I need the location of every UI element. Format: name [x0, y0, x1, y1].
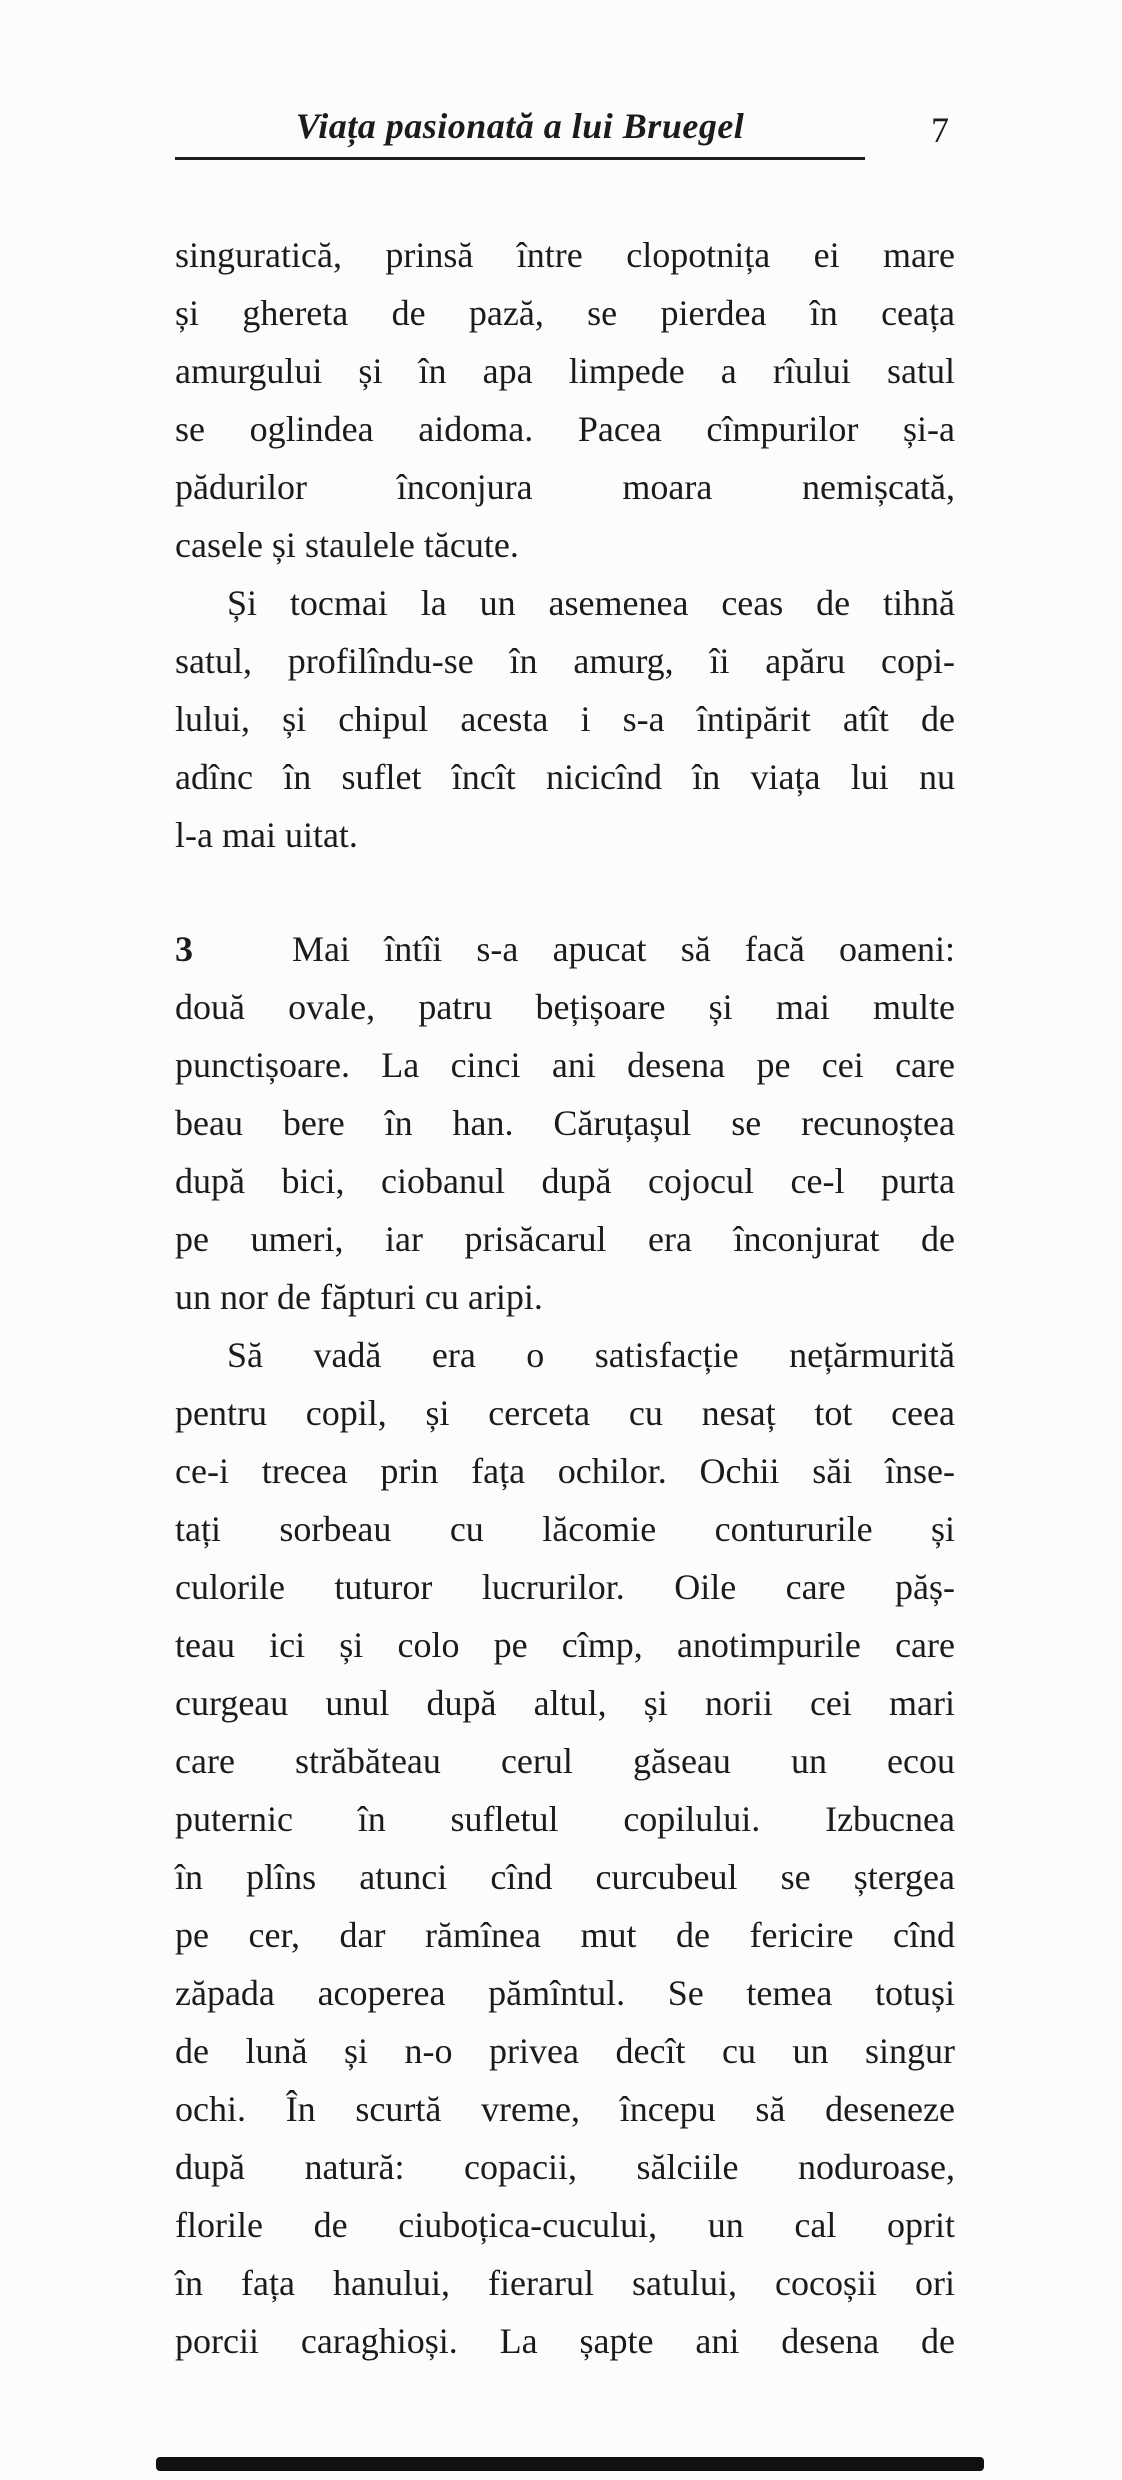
text-line: pe cer, dar rămînea mut de fericire cînd: [175, 1915, 955, 1955]
text-line-content: Mai întîi s-a apucat să facă oameni:: [292, 929, 955, 969]
text-line: curgeau unul după altul, și norii cei mari: [175, 1683, 955, 1723]
text-line: ce-i trecea prin fața ochilor. Ochii săi înse-: [175, 1451, 955, 1491]
page-header: [175, 104, 955, 160]
text-line: culorile tuturor lucrurilor. Oile care păș-: [175, 1567, 955, 1607]
text-line: singuratică, prinsă între clopotnița ei mare: [175, 235, 955, 275]
text-line: pădurilor înconjura moara nemișcată,: [175, 467, 955, 507]
paragraph: [175, 920, 955, 1326]
text-line: puternic în sufletul copilului. Izbucnea: [175, 1799, 955, 1839]
text-line: două ovale, patru bețișoare și mai multe: [175, 987, 955, 1027]
chapter-number: 3: [175, 929, 193, 969]
text-line: pe umeri, iar prisăcarul era înconjurat de: [175, 1219, 955, 1259]
text-line: pentru copil, și cerceta cu nesaț tot ceea: [175, 1393, 955, 1433]
text-line: punctișoare. La cinci ani desena pe cei care: [175, 1045, 955, 1085]
header-rule: [175, 157, 865, 160]
text-line: porcii caraghioși. La șapte ani desena de: [175, 2321, 955, 2361]
text-line: florile de ciuboțica-cucului, un cal oprit: [175, 2205, 955, 2245]
text-line: lului, și chipul acesta i s-a întipărit atît de: [175, 699, 955, 739]
text-line: l-a mai uitat.: [175, 815, 358, 855]
text-line: Și tocmai la un asemenea ceas de tihnă: [227, 583, 955, 623]
text-line: de lună și n-o privea decît cu un singur: [175, 2031, 955, 2071]
page-edge-artifact: [156, 2457, 984, 2471]
paragraph: [175, 226, 955, 574]
paragraph: [175, 1326, 955, 2370]
text-line: se oglindea aidoma. Pacea cîmpurilor și-a: [175, 409, 955, 449]
text-line: ochi. În scurtă vreme, începu să deseneze: [175, 2089, 955, 2129]
text-line: în fața hanului, fierarul satului, cocoșii ori: [175, 2263, 955, 2303]
paragraph: [175, 574, 955, 864]
text-line: zăpada acoperea pămîntul. Se temea totuși: [175, 1973, 955, 2013]
running-title: Viața pasionată a lui Bruegel: [295, 106, 745, 146]
text-line: după natură: copacii, sălciile noduroase,: [175, 2147, 955, 2187]
text-line: și ghereta de pază, se pierdea în ceața: [175, 293, 955, 333]
text-line: după bici, ciobanul după cojocul ce-l purta: [175, 1161, 955, 1201]
text-line: tați sorbeau cu lăcomie contururile și: [175, 1509, 955, 1549]
text-line: beau bere în han. Căruțașul se recunoștea: [175, 1103, 955, 1143]
page-number: 7: [931, 110, 949, 150]
text-line: în plîns atunci cînd curcubeul se ștergea: [175, 1857, 955, 1897]
text-line: care străbăteau cerul găseau un ecou: [175, 1741, 955, 1781]
text-block: [175, 226, 955, 2370]
text-line: casele și staulele tăcute.: [175, 525, 519, 565]
text-line: [175, 920, 955, 978]
text-line: teau ici și colo pe cîmp, anotimpurile care: [175, 1625, 955, 1665]
text-line: adînc în suflet încît nicicînd în viața lui nu: [175, 757, 955, 797]
text-line: satul, profilîndu-se în amurg, îi apăru copi-: [175, 641, 955, 681]
text-line: Să vadă era o satisfacție nețărmurită: [227, 1335, 955, 1375]
text-line: un nor de făpturi cu aripi.: [175, 1277, 543, 1317]
text-line: amurgului și în apa limpede a rîului satul: [175, 351, 955, 391]
